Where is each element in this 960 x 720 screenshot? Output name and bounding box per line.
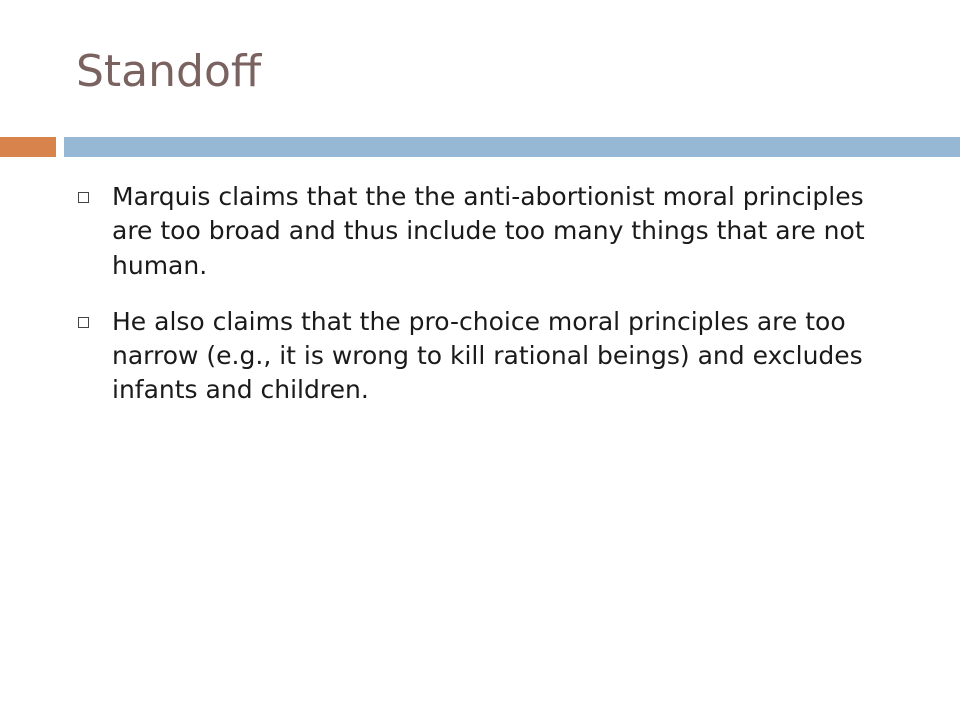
slide-title: Standoff	[76, 46, 262, 97]
bullet-text: He also claims that the pro-choice moral principles are too narrow (e.g., it is wrong to kill rational beings) and excludes infants and children.	[112, 306, 863, 405]
bullet-list	[76, 180, 896, 430]
title-rule-bar	[64, 137, 960, 157]
bullet-item	[76, 305, 896, 408]
title-accent-bar	[0, 137, 56, 157]
bullet-item	[76, 180, 896, 283]
square-bullet-icon	[78, 192, 89, 203]
square-bullet-icon	[78, 317, 89, 328]
bullet-text: Marquis claims that the the anti-abortionist moral principles are too broad and thus include too many things that are not human.	[112, 182, 865, 280]
